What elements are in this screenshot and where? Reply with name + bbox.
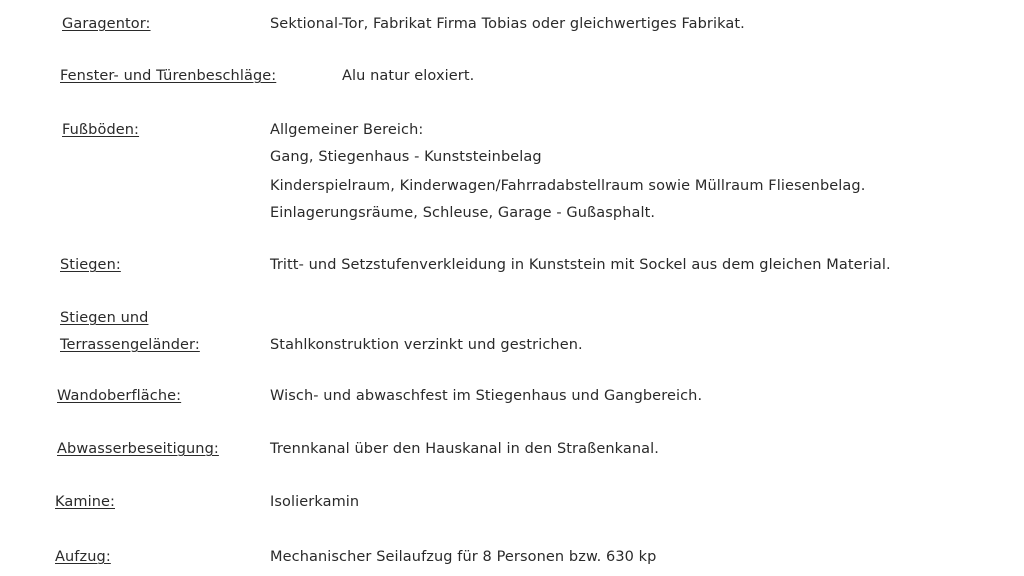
- label-fussboeden: Fußböden:: [62, 122, 140, 138]
- value-kamine: Isolierkamin: [270, 494, 360, 510]
- value-aufzug: Mechanischer Seilaufzug für 8 Personen bzw. 630 kp: [270, 549, 657, 565]
- value-abwasserbeseitigung: Trennkanal über den Hauskanal in den Straßenkanal.: [270, 441, 659, 457]
- value-fussboeden-line-4: Einlagerungsräume, Schleuse, Garage - Gußasphalt.: [270, 205, 656, 221]
- label-terrassengelaender: Terrassengeländer:: [60, 337, 200, 353]
- label-fenster-tuerenbeschlaege: Fenster- und Türenbeschläge:: [60, 68, 277, 84]
- label-wandoberflaeche: Wandoberfläche:: [57, 388, 182, 404]
- label-stiegen: Stiegen:: [60, 257, 121, 273]
- label-garagentor: Garagentor:: [62, 16, 151, 32]
- label-abwasserbeseitigung: Abwasserbeseitigung:: [57, 441, 219, 457]
- value-fussboeden-line-3: Kinderspielraum, Kinderwagen/Fahrradabstellraum sowie Müllraum Fliesenbelag.: [270, 178, 866, 194]
- value-wandoberflaeche: Wisch- und abwaschfest im Stiegenhaus und Gangbereich.: [270, 388, 703, 404]
- value-fussboeden-line-1: Allgemeiner Bereich:: [270, 122, 424, 138]
- value-stiegen: Tritt- und Setzstufenverkleidung in Kunststein mit Sockel aus dem gleichen Material.: [270, 257, 891, 273]
- label-kamine: Kamine:: [55, 494, 115, 510]
- value-terrassengelaender: Stahlkonstruktion verzinkt und gestrichen.: [270, 337, 583, 353]
- value-fussboeden-line-2: Gang, Stiegenhaus - Kunststeinbelag: [270, 149, 542, 165]
- label-stiegen-und: Stiegen und: [60, 310, 149, 326]
- value-garagentor: Sektional-Tor, Fabrikat Firma Tobias oder gleichwertiges Fabrikat.: [270, 16, 745, 32]
- value-fenster-tuerenbeschlaege: Alu natur eloxiert.: [342, 68, 475, 84]
- label-aufzug: Aufzug:: [55, 549, 111, 565]
